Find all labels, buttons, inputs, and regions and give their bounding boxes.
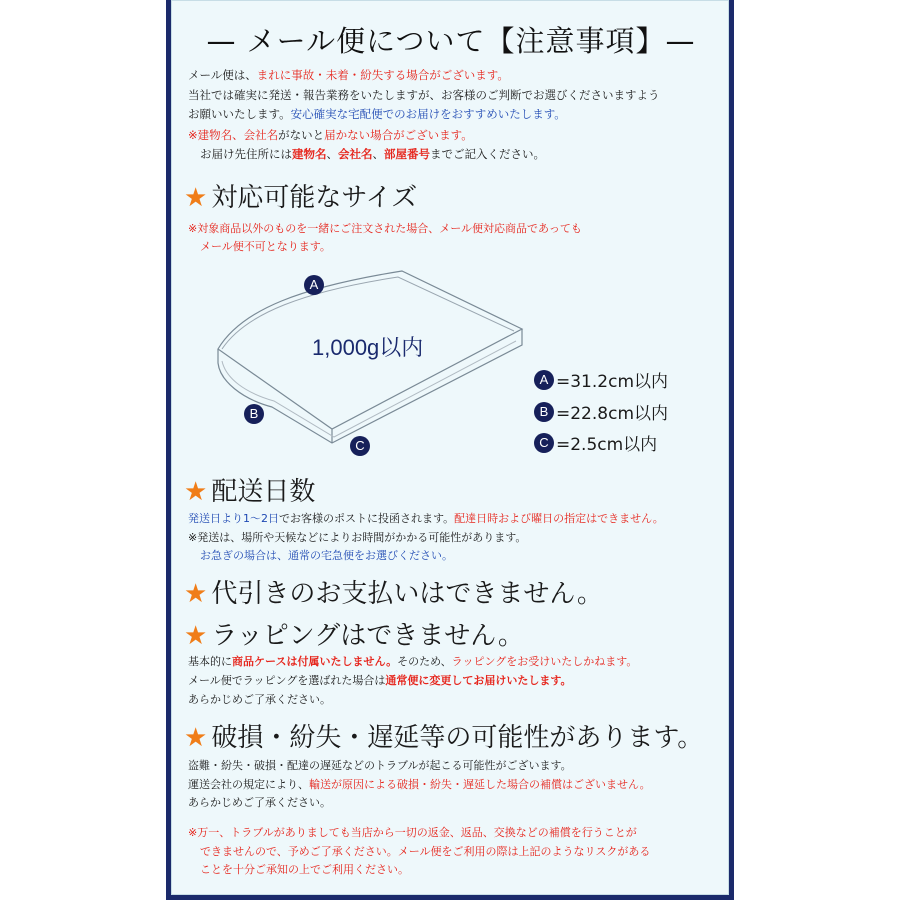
wrap-line-3: あらかじめご了承ください。: [188, 693, 331, 706]
damage-heading-text: 破損・紛失・遅延等の可能性があります。: [211, 723, 704, 753]
size-heading-text: 対応可能なサイズ: [211, 183, 418, 213]
dim-row-b: [534, 399, 668, 424]
footer-line-2: できませんので、予めご了承ください。メール便をご利用の際は上記のようなリスクがある: [200, 845, 651, 858]
letter-b-icon: B: [534, 402, 554, 422]
footer-line-3: ことを十分ご承知の上でご利用ください。: [200, 863, 409, 876]
letter-c-icon: C: [534, 433, 554, 453]
wrap-text: メール便でラッピングを選ばれた場合は: [188, 674, 386, 687]
intro-line-3: [188, 104, 566, 124]
wrap-heading: [184, 615, 524, 652]
dim-value: =31.2cm以内: [556, 372, 669, 392]
dim-value: =2.5cm以内: [556, 435, 658, 455]
wrap-text: 基本的に: [188, 655, 232, 668]
intro-warning: 届かない場合がございます。: [324, 128, 473, 142]
dim-row-a: [534, 367, 668, 392]
wrap-line-2: [188, 671, 571, 691]
marker-b: [244, 403, 266, 424]
damage-warning: 輸送が原因による破損・紛失・遅延した場合の補償はございません。: [309, 778, 651, 791]
wrap-emph: 通常便に変更してお届けいたします。: [385, 674, 572, 687]
damage-text: 運送会社の規定により、: [188, 778, 309, 791]
damage-line-1: 盗難・紛失・破損・配達の遅延などのトラブルが起こる可能性がございます。: [188, 759, 572, 772]
intro-emph: 部屋番号: [384, 147, 430, 161]
package-diagram: [212, 269, 542, 469]
cod-heading-text: 代引きのお支払いはできません。: [211, 579, 603, 609]
damage-line-3: あらかじめご了承ください。: [188, 796, 331, 809]
wrap-heading-text: ラッピングはできません。: [211, 621, 524, 651]
letter-c-icon: C: [350, 436, 370, 456]
days-text: でお客様のポストに投函されます。: [279, 512, 455, 525]
page-title: — メール便について【注意事項】—: [206, 24, 696, 58]
size-heading: [184, 177, 417, 214]
dim-row-c: [534, 430, 657, 455]
intro-text: お届け先住所には: [200, 147, 292, 161]
wrap-warning: ラッピングをお受けいたしかねます。: [451, 655, 638, 668]
star-icon: ★: [184, 579, 208, 609]
intro-line-2: 当社では確実に発送・報告業務をいたしますが、お客様のご判断でお選びくださいますよう: [188, 88, 660, 102]
days-heading: [184, 471, 315, 508]
star-icon: ★: [184, 477, 208, 507]
wrap-line-1: [188, 652, 637, 672]
intro-line-4: [188, 125, 473, 145]
intro-text: がないと: [278, 128, 325, 142]
letter-a-icon: A: [304, 275, 324, 295]
intro-text: 、: [372, 147, 384, 161]
star-icon: ★: [184, 723, 208, 753]
marker-a: [304, 274, 326, 295]
days-heading-text: 配送日数: [211, 477, 316, 507]
intro-warning: ※建物名、会社名: [188, 128, 279, 142]
intro-emph: 建物名: [292, 147, 327, 161]
footer-line-1: ※万一、トラブルがありましても当店から一切の返金、返品、交換などの補償を行うことが: [188, 826, 637, 839]
intro-line-5: [200, 144, 545, 164]
letter-b-icon: B: [244, 404, 264, 424]
star-icon: ★: [184, 183, 208, 213]
marker-c: [350, 435, 372, 456]
days-range: 発送日より1〜2日: [188, 512, 279, 525]
damage-line-2: [188, 775, 651, 795]
dim-value: =22.8cm以内: [556, 404, 669, 424]
intro-line-1: [188, 65, 509, 85]
wrap-emph: 商品ケースは付属いたしません。: [232, 655, 398, 668]
intro-text: お願いいたします。: [188, 107, 291, 121]
intro-text: までご記入ください。: [430, 147, 545, 161]
cod-heading: [184, 573, 603, 610]
intro-emph: 会社名: [338, 147, 373, 161]
days-line-1: [188, 509, 664, 529]
days-warning: 配達日時および曜日の指定はできません。: [454, 512, 664, 525]
weight-limit: 1,000g以内: [312, 335, 424, 360]
size-note-2: メール便不可となります。: [200, 240, 331, 253]
notice-panel: [171, 0, 729, 895]
size-note-1: ※対象商品以外のものを一緒にご注文された場合、メール便対応商品であっても: [188, 222, 582, 235]
intro-warning: まれに事故・未着・紛失する場合がございます。: [256, 68, 509, 82]
intro-text: 、: [326, 147, 338, 161]
intro-recommend: 安心確実な宅配便でのお届けをおすすめいたします。: [290, 107, 566, 121]
star-icon: ★: [184, 621, 208, 651]
letter-a-icon: A: [534, 370, 554, 390]
intro-text: メール便は、: [188, 68, 257, 82]
days-line-2: ※発送は、場所や天候などによりお時間がかかる可能性があります。: [188, 531, 527, 544]
wrap-text: そのため、: [397, 655, 452, 668]
damage-heading: [184, 717, 703, 754]
days-line-3: お急ぎの場合は、通常の宅急便をお選びください。: [200, 549, 453, 562]
